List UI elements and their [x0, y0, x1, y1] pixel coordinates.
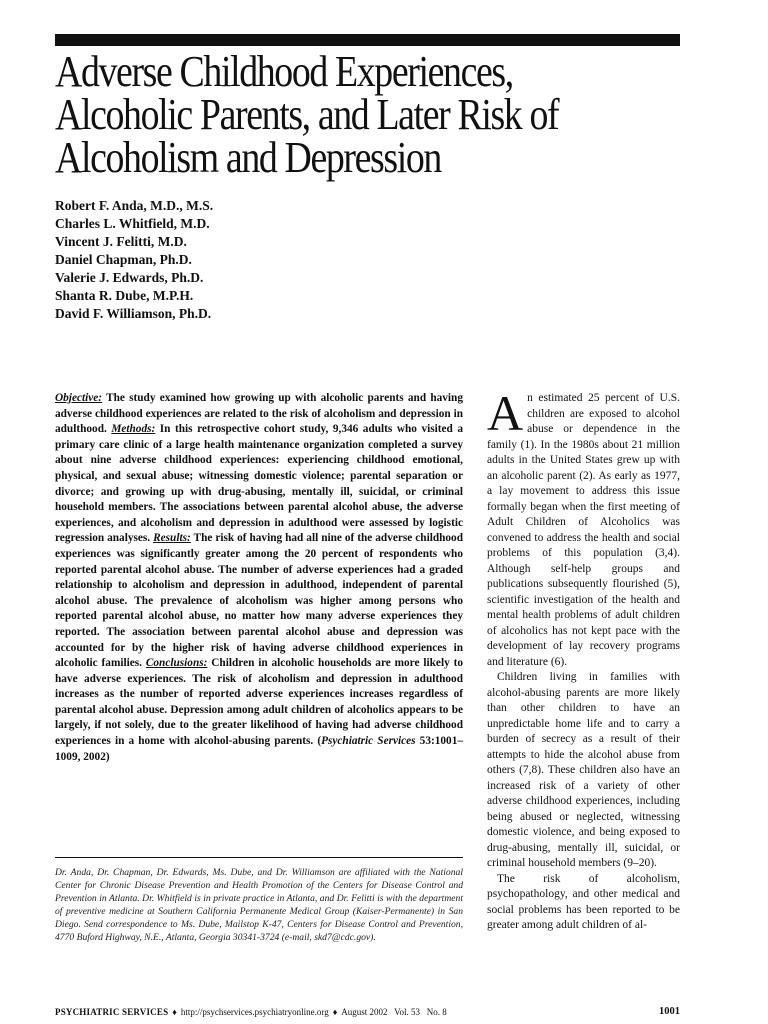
conclusions-label: Conclusions: [145, 657, 208, 670]
title-line-3: Alcoholism and Depression [55, 133, 441, 182]
title-line-1: Adverse Childhood Experiences, [55, 47, 513, 96]
author: David F. Williamson, Ph.D. [55, 306, 212, 321]
body-paragraph [487, 385, 680, 670]
footnote-divider [55, 857, 463, 858]
methods-text: In this retrospective cohort study, 9,346 adults who visited a primary care clinic of a large health maintenance organization completed a survey about nine adverse childhood experiences: experiencing childhood emotional, physical, and sexual abuse; witnessing domestic violence; parental separation or divorce; and growing up with drug-abusing, mentally ill, suicidal, or criminal household members. The associations between parental alcohol abuse, the adverse experiences, and alcoholism and depression in adulthood were assessed by logistic regression analyses. [55, 423, 463, 545]
footer-issue: August 2002 Vol. 53 No. 8 [341, 1007, 447, 1017]
abstract-text [55, 391, 463, 765]
body-column [487, 385, 680, 934]
citation-journal: Psychiatric Services [321, 735, 416, 748]
author: Shanta R. Dube, M.P.H. [55, 288, 194, 303]
author: Robert F. Anda, M.D., M.S. [55, 198, 214, 213]
article-title [55, 47, 605, 182]
footer-journal: PSYCHIATRIC SERVICES [55, 1007, 169, 1017]
author: Valerie J. Edwards, Ph.D. [55, 270, 204, 285]
author-affiliation-footnote [55, 866, 463, 944]
author-list [55, 197, 213, 323]
drop-cap: A [487, 385, 524, 441]
author: Charles L. Whitfield, M.D. [55, 216, 210, 231]
objective-text: The study examined how growing up with alcoholic parents and having adverse childhood experiences are related to the risk of alcoholism and depression in adulthood. [55, 392, 463, 436]
results-text: The risk of having had all nine of the adverse childhood experiences was significantly greater among the 20 percent of respondents who reported parental alcohol abuse. The number of adverse experiences had a graded relationship to alcoholism and depression in adulthood, independent of parental alcohol abuse. The prevalence of alcoholism was higher among persons who reported parental alcohol abuse, no matter how many adverse experiences they reported. The association between parental alcohol abuse and depression was accounted for by the higher risk of having adverse childhood experiences in alcoholic families. [55, 532, 463, 670]
citation-rest: 53:1001–1009, 2002) [55, 735, 463, 763]
abstract [55, 391, 463, 765]
results-label: Results: [153, 532, 191, 545]
page-number: 1001 [659, 1006, 680, 1017]
page-footer [55, 1004, 680, 1020]
paragraph-1-text: n estimated 25 percent of U.S. children are exposed to alcohol abuse or dependence in the family (1). In the 1980s about 21 million adults in the United States grew up with an alcoholic parent (2). As early as 1977, a lay movement to address this issue formally began when the first meeting of Adult Children of Alcoholics was convened to address the health and social problems of this population (3,4). Although self-help groups and publications subsequently flourished (5), scientific investigation of the health and mental health problems of adult children of alcoholics has not kept pace with the development of lay recovery programs and literature (6). [487, 392, 680, 668]
objective-label: Objective: [55, 392, 103, 404]
header-rule [55, 34, 680, 46]
methods-label: Methods: [111, 423, 156, 436]
diamond-icon: ♦ [332, 1007, 338, 1017]
title-line-2: Alcoholic Parents, and Later Risk of [55, 90, 559, 139]
diamond-icon: ♦ [172, 1007, 177, 1017]
body-paragraph: The risk of alcoholism, psychopathology, and other medical and social problems has been reported to be greater among adult children of al- [487, 872, 680, 931]
footnote-text: Dr. Anda, Dr. Chapman, Dr. Edwards, Ms. Dube, and Dr. Williamson are affiliated with the National Center for Chronic Disease Prevention and Health Promotion of the Centers for Disease Control and Prevention in Atlanta. Dr. Whitfield is in private practice in Atlanta, and Dr. Felitti is with the department of preventive medicine at Southern California Permanente Medical Group (Kaiser-Permanente) in San Diego. Send correspondence to Ms. Dube, Mailstop K-47, Centers for Disease Control and Prevention, 4770 Buford Highway, N.E., Atlanta, Georgia 30341-3724 (e-mail, skd7@cdc.gov). [55, 867, 463, 943]
footer-url[interactable]: http://psychservices.psychiatryonline.org [180, 1007, 329, 1017]
author: Vincent J. Felitti, M.D. [55, 234, 187, 249]
author: Daniel Chapman, Ph.D. [55, 252, 192, 267]
conclusions-text: Children in alcoholic households are more likely to have adverse experiences. The risk of alcoholism and depression in adulthood increases as the number of reported adverse experiences increases regardless of parental alcohol abuse. Depression among adult children of alcoholics appears to be largely, if not solely, due to the greater likelihood of having had adverse childhood experiences in a home with alcohol-abusing parents. ( [55, 657, 464, 748]
body-paragraph: Children living in families with alcohol-abusing parents are more likely than other children to have an unpredictable home life and to carry a burden of secrecy as a result of their attempts to hide the alcohol abuse from others (7,8). These children also have an increased risk of a variety of other adverse childhood experiences, including being abused or neglected, witnessing domestic violence, and being exposed to drug-abusing, mentally ill, suicidal, or criminal household members (9–20). [487, 671, 680, 869]
